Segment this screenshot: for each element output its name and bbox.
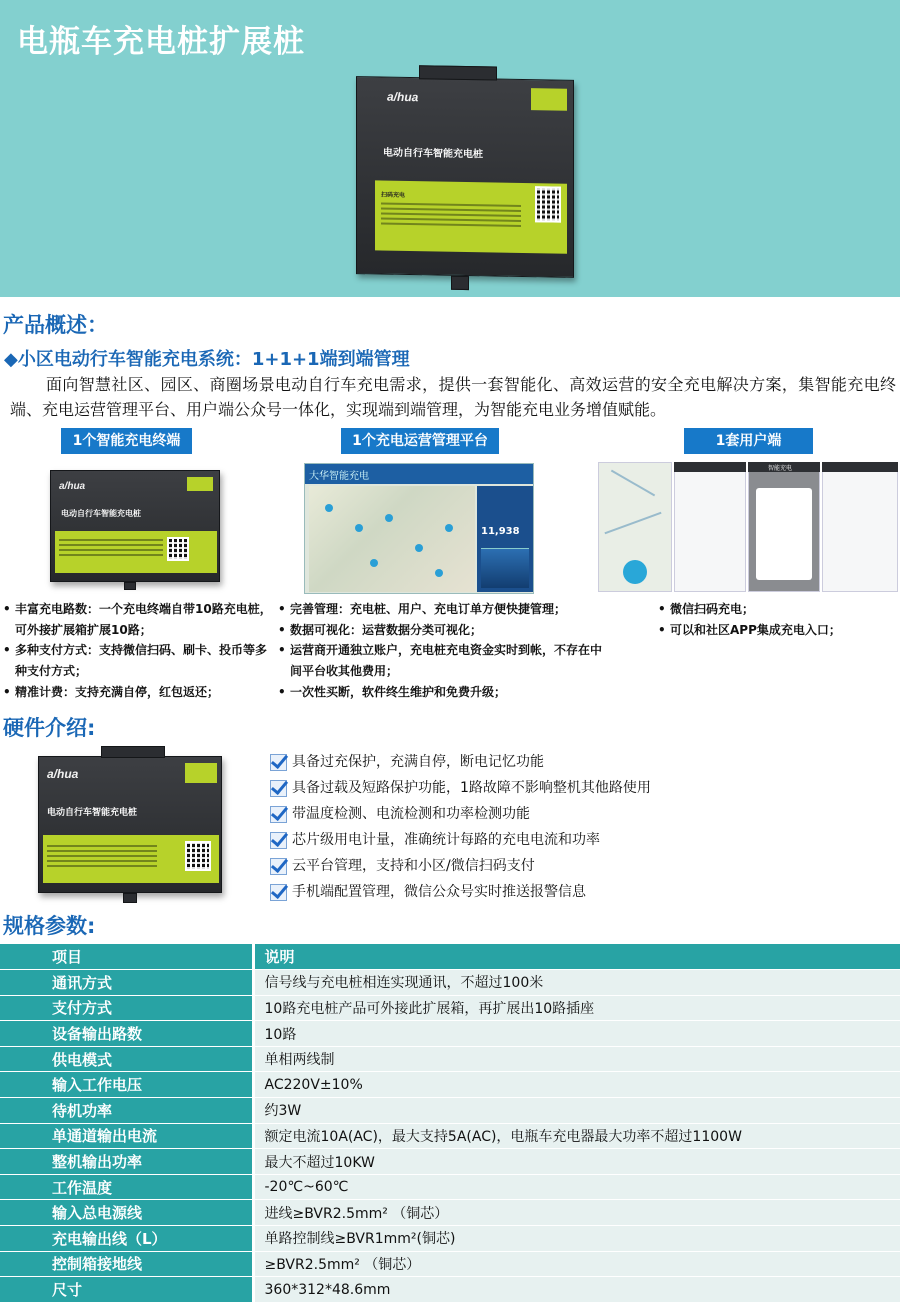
hardware-heading: 硬件介绍: (3, 716, 96, 740)
table-row: 待机功率 约3W (0, 1098, 900, 1124)
platform-banner: 大华智能充电 (309, 471, 369, 482)
checkbox-checked-icon (270, 780, 287, 797)
table-row: 输入工作电压 AC220V±10% (0, 1072, 900, 1098)
checkbox-checked-icon (270, 754, 287, 771)
table-row: 充电输出线（L） 单路控制线≥BVR1mm²(铜芯) (0, 1226, 900, 1252)
overview-heading: 产品概述： (3, 313, 108, 337)
user-client-screenshots (598, 462, 898, 592)
qr-code-icon (535, 186, 561, 222)
hero-banner (0, 0, 900, 297)
list-item: • 多种支付方式：支持微信扫码、刷卡、投币等多种支付方式； (3, 640, 273, 681)
table-header-cell: 说明 (253, 944, 900, 970)
terminal-product-image: a/hua 电动自行车智能充电桩 (50, 470, 220, 582)
qr-code-icon (185, 841, 211, 871)
hardware-product-image: a/hua 电动自行车智能充电桩 (38, 756, 222, 893)
table-row: 支付方式 10路充电桩产品可外接此扩展箱，再扩展出10路插座 (0, 995, 900, 1021)
feature-item: 具备过载及短路保护功能，1路故障不影响整机其他路使用 (270, 775, 651, 801)
badge-terminal: 1个智能充电终端 (61, 428, 192, 454)
overview-subheading: ◆小区电动行车智能充电系统：1+1+1端到端管理 (4, 349, 410, 370)
table-row: 控制箱接地线 ≥BVR2.5mm² （铜芯） (0, 1251, 900, 1277)
list-item: • 数据可视化：运营数据分类可视化； (278, 620, 608, 641)
table-row: 单通道输出电流 额定电流10A(AC)，最大支持5A(AC)，电瓶车充电器最大功率不超过1100W (0, 1123, 900, 1149)
list-item: • 运营商开通独立账户，充电桩充电资金实时到帐，不存在中间平台收其他费用； (278, 640, 608, 681)
list-item: • 精准计费：支持充满自停，红包返还； (3, 682, 273, 703)
feature-item: 带温度检测、电流检测和功率检测功能 (270, 801, 651, 827)
feature-item: 具备过充保护，充满自停，断电记忆功能 (270, 749, 651, 775)
feature-item: 手机端配置管理，微信公众号实时推送报警信息 (270, 879, 651, 905)
platform-stat: 11,938 (481, 526, 520, 537)
user-client-bullets (658, 599, 898, 640)
feature-item: 云平台管理，支持和小区/微信扫码支付 (270, 853, 651, 879)
badge-platform: 1个充电运营管理平台 (341, 428, 499, 454)
list-item: • 丰富充电路数：一个充电终端自带10路充电桩，可外接扩展箱扩展10路； (3, 599, 273, 640)
table-header-row (0, 944, 900, 970)
qr-code-icon (167, 537, 189, 561)
table-row: 通讯方式 信号线与充电桩相连实现通讯，不超过100米 (0, 970, 900, 996)
device-panel-heading: 扫码充电 (381, 191, 406, 199)
list-item: • 微信扫码充电； (658, 599, 898, 620)
terminal-bullets (3, 599, 273, 703)
spec-table (0, 944, 900, 1303)
list-item: • 一次性买断，软件终生维护和免费升级； (278, 682, 608, 703)
brand-logo: a/hua (387, 89, 419, 105)
checkbox-checked-icon (270, 832, 287, 849)
table-row: 尺寸 360*312*48.6mm (0, 1277, 900, 1303)
table-row: 设备输出路数 10路 (0, 1021, 900, 1047)
device-title: 电动自行车智能充电桩 (383, 147, 483, 161)
table-row: 工作温度 -20℃~60℃ (0, 1174, 900, 1200)
feature-item: 芯片级用电计量，准确统计每路的充电电流和功率 (270, 827, 651, 853)
table-row: 输入总电源线 进线≥BVR2.5mm² （铜芯） (0, 1200, 900, 1226)
table-row: 整机输出功率 最大不超过10KW (0, 1149, 900, 1175)
table-header-cell: 项目 (0, 944, 253, 970)
badge-user-client: 1套用户端 (684, 428, 813, 454)
specs-heading: 规格参数: (3, 914, 96, 938)
overview-paragraph: 面向智慧社区、园区、商圈场景电动自行车充电需求，提供一套智能化、高效运营的安全充电解决方案，集智能充电终端、充电运营管理平台、用户端公众号一体化，实现端到端管理，为智能充电业务增值赋能。 (10, 375, 896, 419)
hardware-features (270, 749, 651, 905)
checkbox-checked-icon (270, 858, 287, 875)
checkbox-checked-icon (270, 806, 287, 823)
table-row: 供电模式 单相两线制 (0, 1046, 900, 1072)
hero-product-image (356, 76, 574, 278)
checkbox-checked-icon (270, 884, 287, 901)
phone-title: 智能充电 (768, 465, 793, 472)
list-item: • 完善管理：充电桩、用户、充电订单方便快捷管理； (278, 599, 608, 620)
platform-bullets (278, 599, 608, 703)
page-title: 电瓶车充电桩扩展桩 (17, 24, 305, 60)
platform-screenshot (304, 463, 534, 594)
list-item: • 可以和社区APP集成充电入口； (658, 620, 898, 641)
